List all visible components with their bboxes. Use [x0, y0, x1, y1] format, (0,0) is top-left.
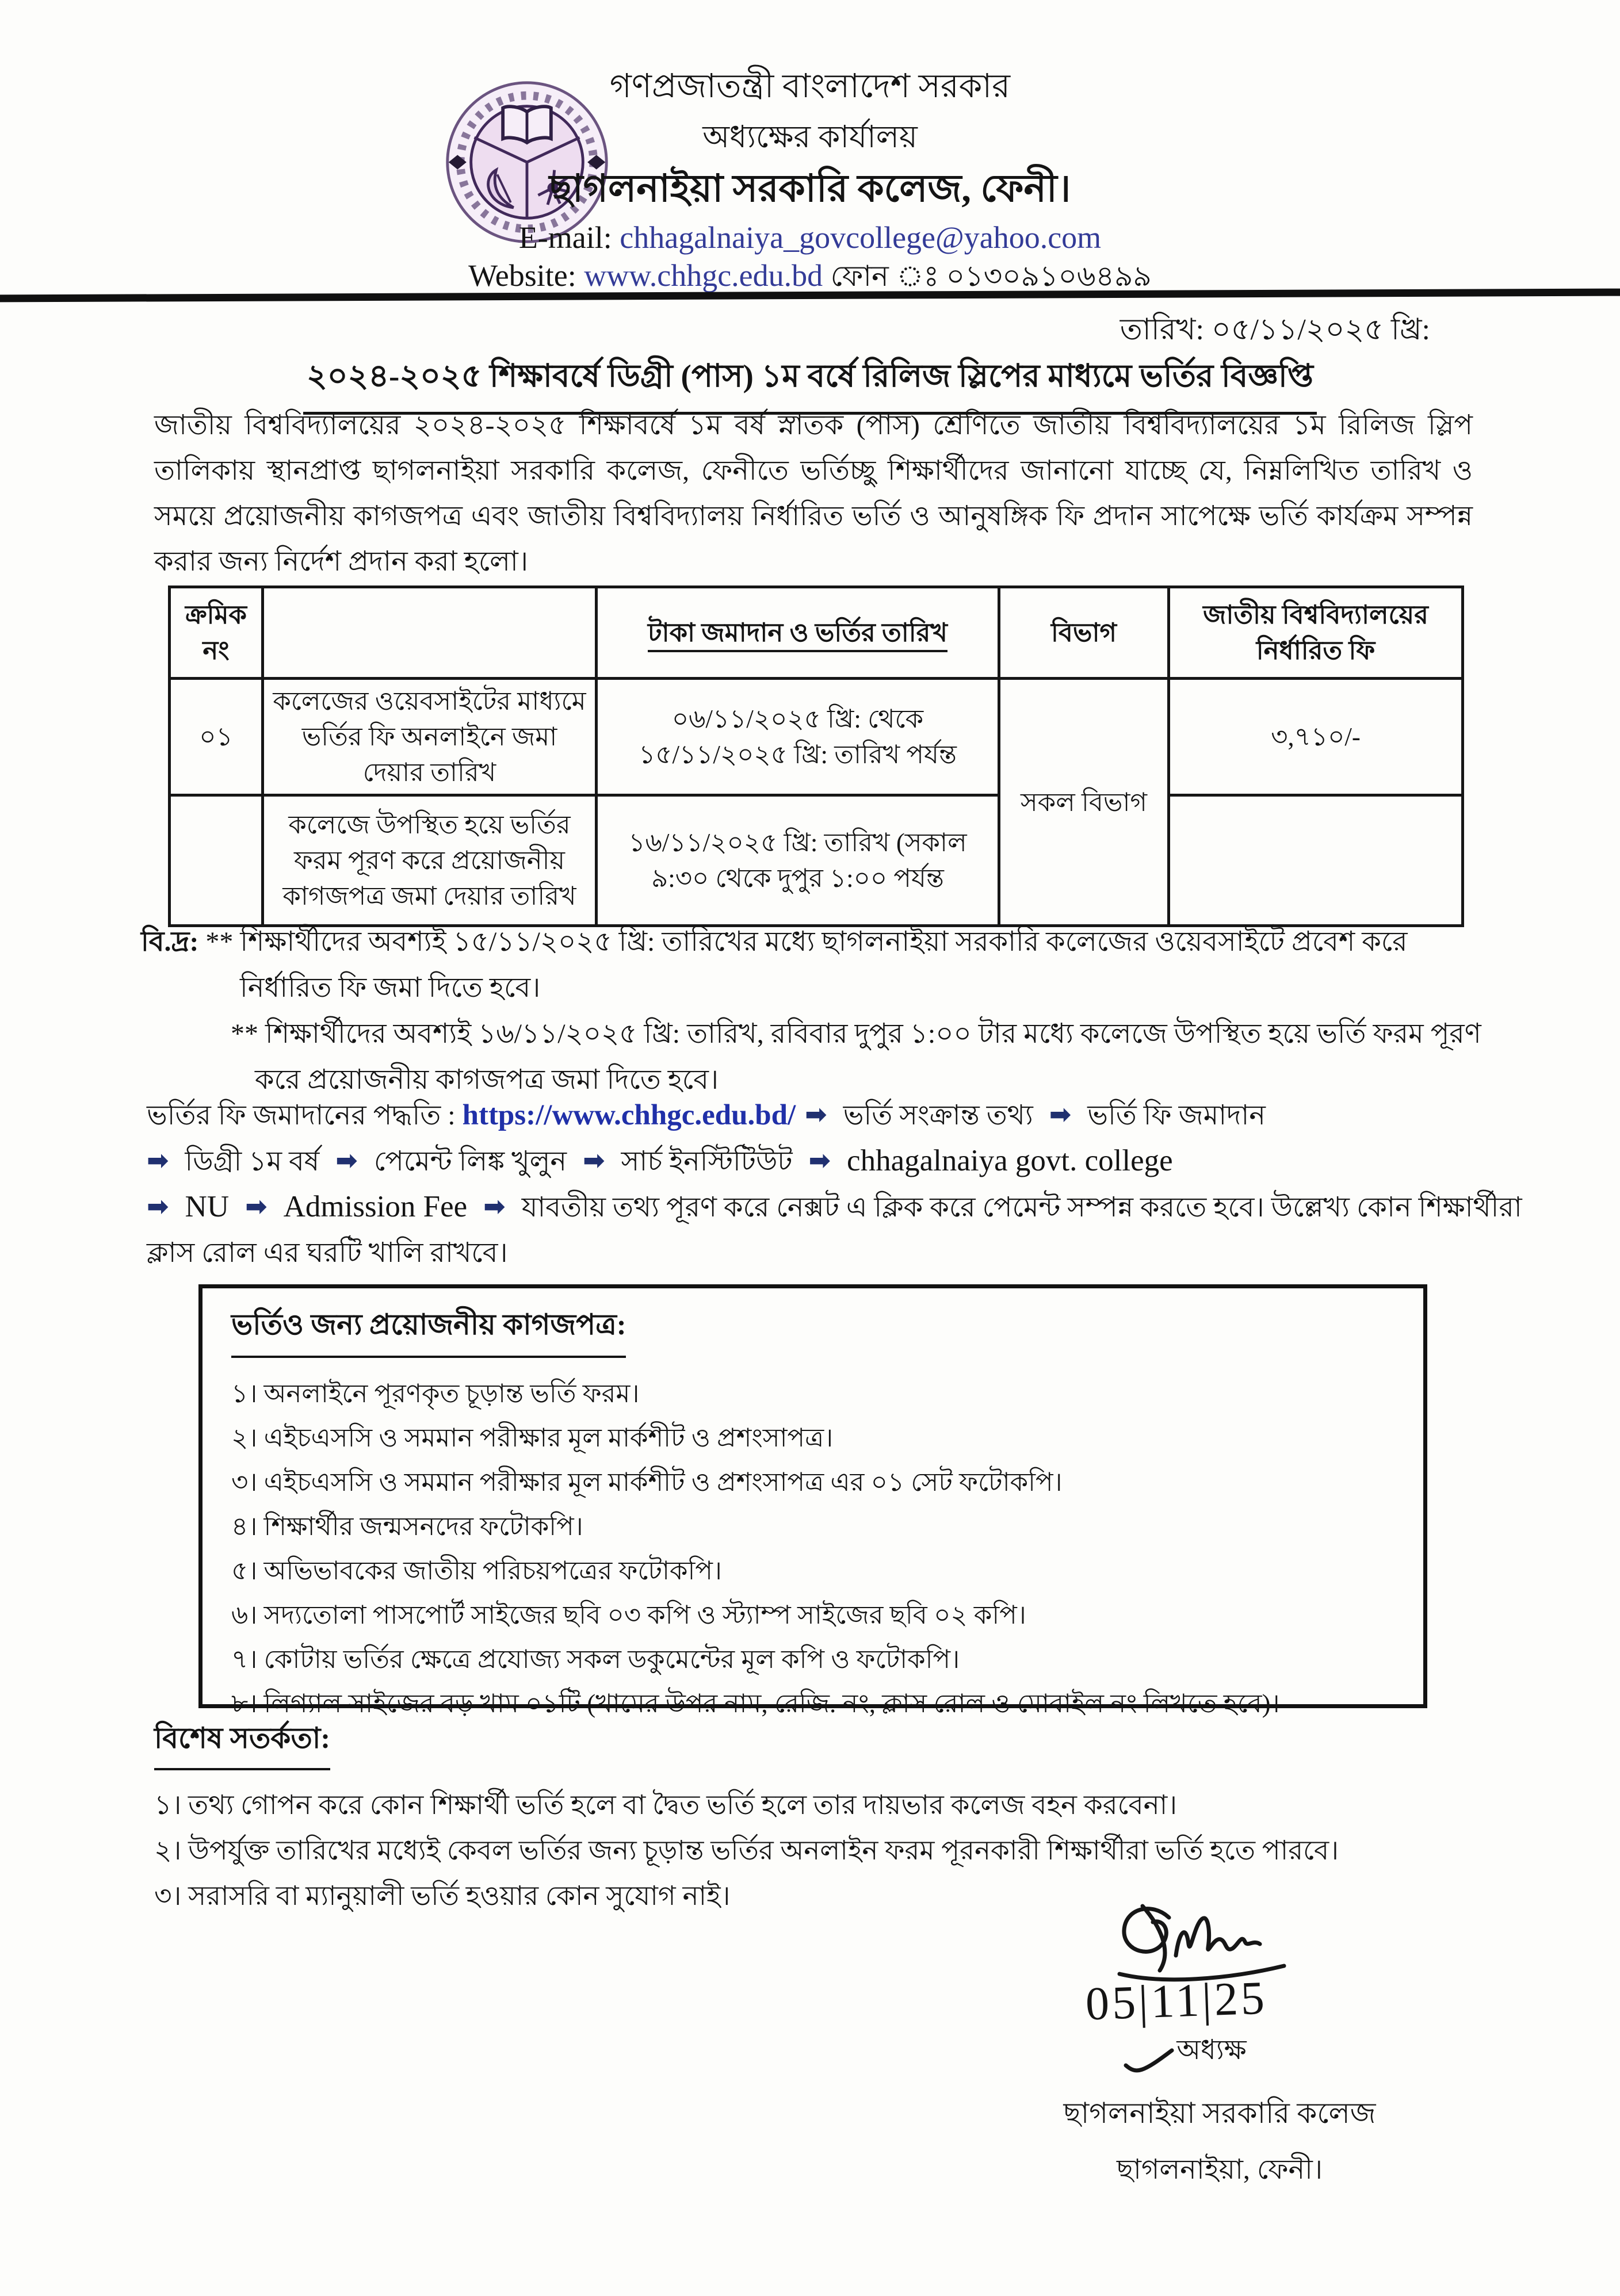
procedure-step-admission-fee: Admission Fee: [283, 1190, 468, 1223]
procedure-step-nu: NU: [185, 1190, 230, 1223]
website-value: www.chhgc.edu.bd: [584, 258, 823, 293]
signature-college-name: ছাগলনাইয়া সরকারি কলেজ: [1063, 2097, 1376, 2129]
warning-item: ৩। সরাসরি বা ম্যানুয়ালী ভর্তি হওয়ার কোন সুযোগ নাই।: [154, 1881, 731, 1911]
note-item: [231, 1011, 1487, 1103]
description-cell: কলেজে উপস্থিত হয়ে ভর্তির ফরম পূরণ করে প্রয়োজনীয় কাগজপত্র জমা দেয়ার তারিখ: [263, 795, 597, 926]
flow-arrow-icon: ➡: [583, 1145, 605, 1176]
signature-date: 05|11|25: [1084, 1971, 1269, 2030]
procedure-step: ভর্তি ফি জমাদান: [1087, 1100, 1266, 1131]
email-line: [0, 216, 1620, 259]
procedure-step: ভর্তি সংক্রান্ত তথ্য: [843, 1100, 1033, 1131]
note-text: শিক্ষার্থীদের অবশ্যই ১৫/১১/২০২৫ খ্রি: তারিখের মধ্যে ছাগলনাইয়া সরকারি কলেজের ওয়েবসাইটে প্রবেশ করে নির্ধারিত ফি জমা দিতে হবে।: [240, 927, 1408, 1003]
procedure-step-college: chhagalnaiya govt. college: [847, 1144, 1173, 1177]
flow-arrow-icon: ➡: [808, 1145, 831, 1176]
note-text: শিক্ষার্থীদের অবশ্যই ১৬/১১/২০২৫ খ্রি: তারিখ, রবিবার দুপুর ১:০০ টার মধ্যে কলেজে উপস্থিত হয়ে ভর্তি ফরম পূরণ করে প্রয়োজনীয় কাগজপত্র জমা দিতে হবে।: [255, 1019, 1481, 1095]
website-line: [0, 259, 1620, 293]
flow-arrow-icon: ➡: [245, 1191, 268, 1222]
table-row: [170, 795, 1463, 926]
flow-arrow-icon: ➡: [1049, 1099, 1072, 1130]
document-item: ৮। লিগ্যাল সাইজের বড় খাম ০১টি (খামের উপর নাম, রেজি. নং, ক্লাস রোল ও মোবাইল নং লিখতে হবে)।: [231, 1689, 1280, 1718]
special-warnings-section: [154, 1717, 1546, 1919]
notice-title: ২০২৪-২০২৫ শিক্ষাবর্ষে ডিগ্রী (পাস) ১ম বর্ষে রিলিজ স্লিপের মাধ্যমে ভর্তির বিজ্ঞপ্তি: [303, 352, 1317, 415]
document-item: ৭। কোটায় ভর্তির ক্ষেত্রে প্রযোজ্য সকল ডকুমেন্টের মূল কপি ও ফটোকপি।: [231, 1645, 960, 1674]
admission-schedule-table-wrap: [168, 586, 1464, 927]
note-label: বি.দ্র:: [141, 927, 199, 957]
designation-line: [1030, 2029, 1340, 2075]
fee-cell: [1169, 795, 1463, 926]
required-documents-box: [198, 1284, 1427, 1718]
email-label: E-mail:: [518, 220, 612, 255]
procedure-line: [147, 1184, 1573, 1276]
document-item: ৩। এইচএসসি ও সমমান পরীক্ষার মূল মার্কশীট ও প্রশংসাপত্র এর ০১ সেট ফটোকপি।: [231, 1468, 1063, 1497]
website-label: Website:: [468, 258, 576, 293]
phone-value: ফোন ঃ ০১৩০৯১০৬৪৯৯: [830, 260, 1152, 292]
document-item: ৪। শিক্ষার্থীর জন্মসনদের ফটোকপি।: [231, 1512, 583, 1541]
table-header-row: [170, 587, 1463, 679]
serial-cell: ০১: [170, 679, 263, 795]
flow-arrow-icon: ➡: [335, 1145, 358, 1176]
email-value: chhagalnaiya_govcollege@yahoo.com: [620, 220, 1102, 255]
warning-item: ১। তথ্য গোপন করে কোন শিক্ষার্থী ভর্তি হলে বা দ্বৈত ভর্তি হলে তার দায়ভার কলেজ বহন করবেনা।: [154, 1790, 1178, 1820]
document-item: ৬। সদ্যতোলা পাসপোর্ট সাইজের ছবি ০৩ কপি ও স্ট্যাম্প সাইজের ছবি ০২ কপি।: [231, 1601, 1026, 1629]
note-item: [141, 919, 1487, 1011]
procedure-step: পেমেন্ট লিঙ্ক খুলুন: [373, 1146, 567, 1177]
tick-swash-icon: [1124, 2046, 1175, 2075]
admission-schedule-table: [168, 586, 1464, 927]
fee-payment-procedure: [147, 1093, 1573, 1276]
department-col-header: বিভাগ: [999, 587, 1169, 679]
signature-image: [1105, 1898, 1312, 1984]
procedure-step: ডিগ্রী ১ম বর্ষ: [185, 1146, 320, 1177]
fee-col-header: জাতীয় বিশ্ববিদ্যালয়ের নির্ধারিত ফি: [1169, 587, 1463, 679]
office-name: অধ্যক্ষের কার্যালয়: [702, 120, 918, 154]
intro-paragraph: জাতীয় বিশ্ববিদ্যালয়ের ২০২৪-২০২৫ শিক্ষাবর্ষে ১ম বর্ষ স্নাতক (পাস) শ্রেণিতে জাতীয় বিশ্ববিদ্যালয়ের ১ম রিলিজ স্লিপ তালিকায় স্থানপ্রাপ্ত ছাগলনাইয়া সরকারি কলেজ, ফেনীতে ভর্তিচ্ছু শিক্ষার্থীদের জানানো যাচ্ছে যে, নিম্নলিখিত তারিখ ও সময়ে প্রয়োজনীয় কাগজপত্র এবং জাতীয় বিশ্ববিদ্যালয় নির্ধারিত ভর্তি ও আনুষঙ্গিক ফি প্রদান সাপেক্ষে ভর্তি কার্যক্রম সম্পন্ন করার জন্য নির্দেশ প্রদান করা হলো।: [154, 410, 1473, 577]
serial-col-header: ক্রমিক নং: [170, 587, 263, 679]
dates-cell: ১৬/১১/২০২৫ খ্রি: তারিখ (সকাল ৯:৩০ থেকে দুপুর ১:০০ পর্যন্ত: [597, 795, 999, 926]
procedure-closing: যাবতীয় তথ্য পূরণ করে নেক্সট এ ক্লিক করে পেমেন্ট সম্পন্ন করতে হবে। উল্লেখ্য কোন শিক্ষার্থীরা ক্লাস রোল এর ঘরটি খালি রাখবে।: [147, 1192, 1522, 1268]
signature-block: [1030, 1898, 1409, 2194]
description-cell: কলেজের ওয়েবসাইটের মাধ্যমে ভর্তির ফি অনলাইনে জমা দেয়ার তারিখ: [263, 679, 597, 795]
documents-title: ভর্তিও জন্য প্রয়োজনীয় কাগজপত্র:: [231, 1303, 626, 1358]
note-marker: **: [205, 927, 234, 957]
description-col-header: [263, 587, 597, 679]
fee-cell: ৩,৭১০/-: [1169, 679, 1463, 795]
document-item: ২। এইচএসসি ও সমমান পরীক্ষার মূল মার্কশীট ও প্রশংসাপত্র।: [231, 1423, 834, 1452]
government-name: গণপ্রজাতন্ত্রী বাংলাদেশ সরকার: [609, 67, 1011, 105]
college-name: ছাগলনাইয়া সরকারি কলেজ, ফেনী।: [549, 168, 1071, 210]
deposit-dates-col-header: টাকা জমাদান ও ভর্তির তারিখ: [597, 587, 999, 679]
warnings-title: বিশেষ সতর্কতা:: [154, 1717, 330, 1770]
document-item: ১। অনলাইনে পূরণকৃত চূড়ান্ত ভর্তি ফরম।: [231, 1379, 640, 1408]
procedure-label: ভর্তির ফি জমাদানের পদ্ধতি :: [147, 1100, 456, 1131]
flow-arrow-icon: ➡: [147, 1191, 169, 1222]
principal-designation: অধ্যক্ষ: [1176, 2035, 1247, 2065]
notes-section: [141, 919, 1487, 1103]
payment-url: https://www.chhgc.edu.bd/: [462, 1099, 796, 1131]
signature-address: ছাগলনাইয়া, ফেনী।: [1116, 2155, 1323, 2185]
issue-date: তারিখ: ০৫/১১/২০২৫ খ্রি:: [1120, 313, 1430, 346]
department-cell: সকল বিভাগ: [999, 679, 1169, 926]
procedure-line: [147, 1093, 1573, 1138]
procedure-line: [147, 1138, 1573, 1184]
warning-item: ২। উপর্যুক্ত তারিখের মধ্যেই কেবল ভর্তির জন্য চূড়ান্ত ভর্তির অনলাইন ফরম পূরনকারী শিক্ষার্থীরা ভর্তি হতে পারবে।: [154, 1836, 1339, 1866]
flow-arrow-icon: ➡: [483, 1191, 506, 1222]
serial-cell: [170, 795, 263, 926]
letterhead: [0, 61, 1620, 293]
flow-arrow-icon: ➡: [805, 1099, 827, 1130]
flow-arrow-icon: ➡: [147, 1145, 169, 1176]
note-marker: **: [231, 1019, 258, 1049]
table-row: [170, 679, 1463, 795]
dates-cell: ০৬/১১/২০২৫ খ্রি: থেকে ১৫/১১/২০২৫ খ্রি: তারিখ পর্যন্ত: [597, 679, 999, 795]
document-item: ৫। অভিভাবকের জাতীয় পরিচয়পত্রের ফটোকপি।: [231, 1556, 723, 1585]
procedure-step: সার্চ ইনস্টিটিউট: [621, 1146, 793, 1177]
